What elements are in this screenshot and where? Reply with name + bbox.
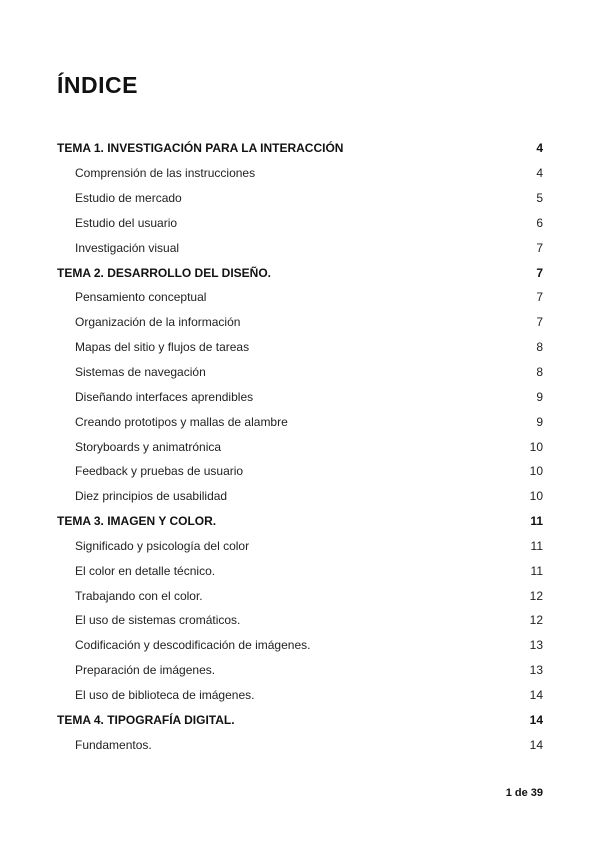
toc-section-entry[interactable] [57, 335, 543, 360]
toc-page-number: 4 [536, 166, 543, 181]
toc-section-title: Significado y psicología del color [75, 538, 250, 553]
toc-page-number: 13 [529, 638, 543, 653]
toc-section-entry[interactable] [57, 434, 543, 459]
toc-section-entry[interactable] [57, 534, 543, 559]
toc-chapter-title: TEMA 3. IMAGEN Y COLOR. [57, 514, 217, 529]
toc-page-number: 7 [536, 315, 543, 330]
toc-chapter-title: TEMA 2. DESARROLLO DEL DISEÑO. [57, 265, 272, 280]
toc-section-title: El uso de sistemas cromáticos. [75, 613, 241, 628]
toc-page-number: 10 [529, 439, 543, 454]
toc-page-number: 11 [530, 538, 543, 553]
page-number-indicator: 1 de 39 [505, 787, 543, 799]
toc-section-entry[interactable] [57, 459, 543, 484]
toc-section-title: Comprensión de las instrucciones [75, 166, 256, 181]
toc-page-number: 12 [529, 588, 543, 603]
toc-section-title: Storyboards y animatrónica [75, 439, 222, 454]
toc-chapter-title: TEMA 1. INVESTIGACIÓN PARA LA INTERACCIÓN [57, 141, 344, 156]
toc-section-title: El uso de biblioteca de imágenes. [75, 687, 255, 702]
toc-section-title: Feedback y pruebas de usuario [75, 464, 244, 479]
toc-section-entry[interactable] [57, 683, 543, 708]
toc-section-entry[interactable] [57, 484, 543, 509]
toc-page-number: 9 [536, 414, 543, 429]
toc-section-entry[interactable] [57, 558, 543, 583]
toc-section-entry[interactable] [57, 211, 543, 236]
table-of-contents [57, 136, 543, 757]
toc-section-title: Fundamentos. [75, 737, 152, 752]
toc-section-title: Investigación visual [75, 240, 180, 255]
toc-section-title: Creando prototipos y mallas de alambre [75, 414, 288, 429]
toc-page-number: 14 [529, 712, 543, 727]
toc-section-entry[interactable] [57, 732, 543, 757]
toc-page-number: 11 [530, 514, 543, 529]
toc-page-number: 5 [536, 191, 543, 206]
toc-page-number: 11 [530, 563, 543, 578]
toc-page-number: 8 [536, 365, 543, 380]
toc-chapter-entry[interactable] [57, 136, 543, 161]
toc-page-number: 14 [529, 737, 543, 752]
toc-section-entry[interactable] [57, 384, 543, 409]
toc-section-entry[interactable] [57, 285, 543, 310]
toc-page-number: 4 [536, 141, 543, 156]
toc-page-number: 10 [529, 464, 543, 479]
toc-page-number: 12 [529, 613, 543, 628]
toc-page-number: 7 [536, 240, 543, 255]
toc-section-entry[interactable] [57, 161, 543, 186]
toc-section-entry[interactable] [57, 360, 543, 385]
toc-page-number: 7 [536, 265, 543, 280]
toc-section-title: Organización de la información [75, 315, 241, 330]
toc-page-number: 8 [536, 340, 543, 355]
toc-section-title: Diseñando interfaces aprendibles [75, 389, 254, 404]
toc-section-entry[interactable] [57, 310, 543, 335]
toc-chapter-entry[interactable] [57, 260, 543, 285]
toc-section-title: Codificación y descodificación de imágenes. [75, 638, 311, 653]
toc-section-title: Pensamiento conceptual [75, 290, 207, 305]
toc-chapter-entry[interactable] [57, 707, 543, 732]
toc-section-entry[interactable] [57, 409, 543, 434]
toc-section-entry[interactable] [57, 235, 543, 260]
toc-section-entry[interactable] [57, 583, 543, 608]
toc-section-entry[interactable] [57, 186, 543, 211]
toc-page-number: 6 [536, 215, 543, 230]
toc-section-entry[interactable] [57, 633, 543, 658]
toc-section-title: Mapas del sitio y flujos de tareas [75, 340, 250, 355]
toc-page-number: 14 [529, 687, 543, 702]
toc-page-number: 7 [536, 290, 543, 305]
toc-section-title: El color en detalle técnico. [75, 563, 216, 578]
toc-section-title: Estudio de mercado [75, 191, 182, 206]
toc-page-number: 9 [536, 389, 543, 404]
toc-page-number: 10 [529, 489, 543, 504]
toc-section-title: Preparación de imágenes. [75, 663, 216, 678]
toc-chapter-entry[interactable] [57, 509, 543, 534]
toc-section-entry[interactable] [57, 608, 543, 633]
page-title: ÍNDICE [57, 72, 138, 98]
toc-page-number: 13 [529, 663, 543, 678]
toc-chapter-title: TEMA 4. TIPOGRAFÍA DIGITAL. [57, 712, 235, 727]
toc-section-title: Sistemas de navegación [75, 365, 206, 380]
toc-section-title: Diez principios de usabilidad [75, 489, 228, 504]
toc-section-title: Trabajando con el color. [75, 588, 203, 603]
toc-section-entry[interactable] [57, 658, 543, 683]
toc-section-title: Estudio del usuario [75, 215, 178, 230]
